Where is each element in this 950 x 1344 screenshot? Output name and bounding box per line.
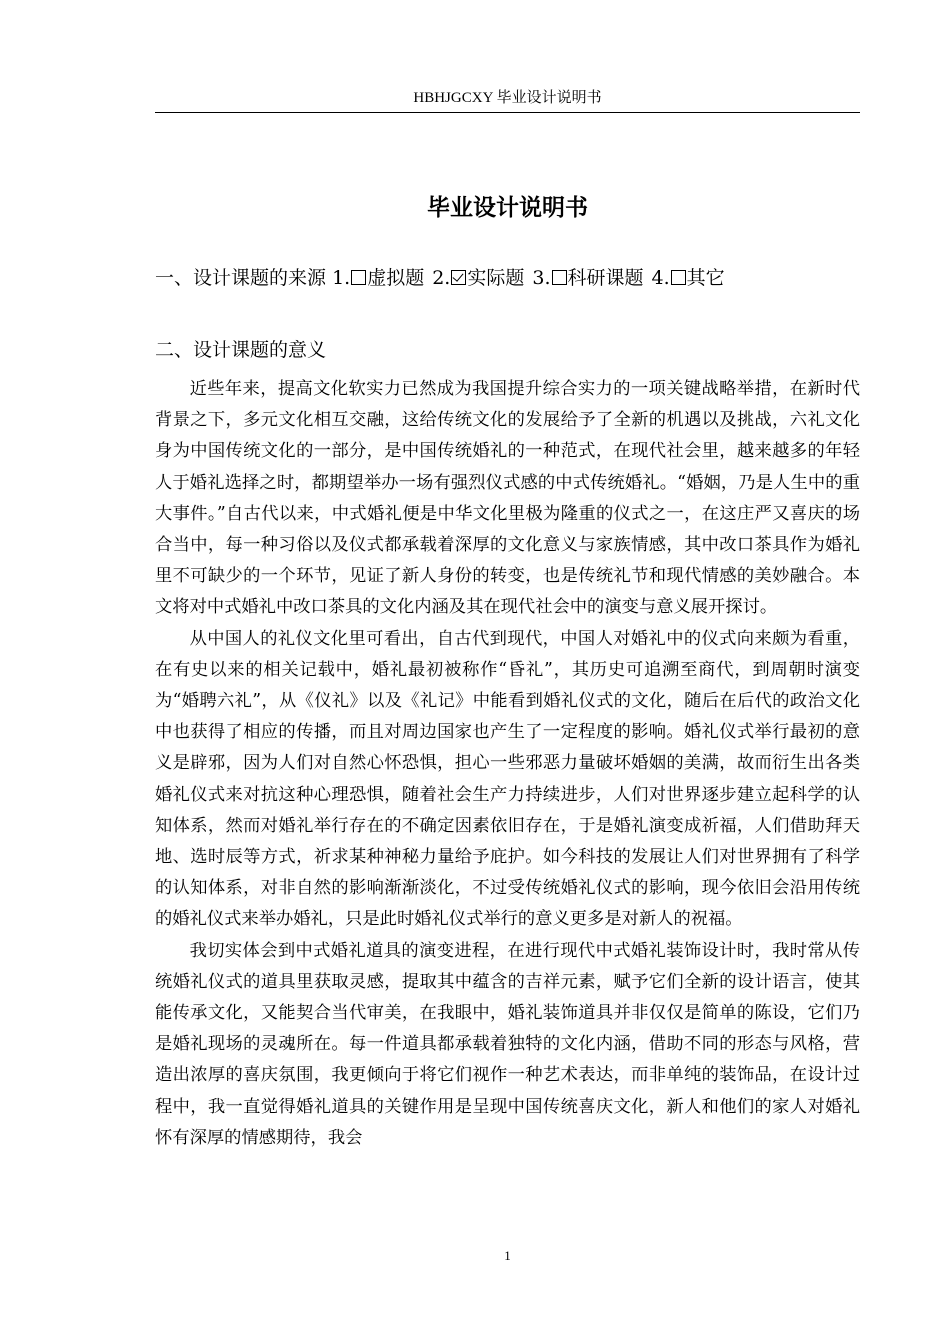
running-header: HBHJGCXY 毕业设计说明书 [413,90,602,106]
topic-source-options [332,267,733,289]
source-option-number: 4. [651,267,670,289]
source-option-label: 实际题 [467,267,525,289]
topic-source-heading: 一、设计课题的来源 [155,267,327,289]
significance-heading: 二、设计课题的意义 [155,339,327,361]
paragraph-3: 我切实体会到中式婚礼道具的演变进程，在进行现代中式婚礼装饰设计时，我时常从传统婚礼仪式的道具里获取灵感，提取其中蕴含的吉祥元素，赋予它们全新的设计语言，使其能传承文化，又能契合当代审美，在我眼中，婚礼装饰道具并非仅仅是简单的陈设，它们乃是婚礼现场的灵魂所在。每一件道具都承载着独特的文化内涵，借助不同的形态与风格，营造出浓厚的喜庆氛围，我更倾向于将它们视作一种艺术表达，而非单纯的装饰品，在设计过程中，我一直觉得婚礼道具的关键作用是呈现中国传统喜庆文化，新人和他们的家人对婚礼怀有深厚的情感期待，我会 [155,940,860,1148]
source-option-number: 3. [532,267,551,289]
source-option-2 [432,267,524,289]
source-option-1 [332,267,424,289]
checked-box-icon [451,270,466,285]
source-option-label: 科研课题 [567,267,644,289]
unchecked-box-icon [351,270,366,285]
topic-source-line [155,262,860,294]
document-title: 毕业设计说明书 [427,195,588,221]
unchecked-box-icon [552,270,567,285]
source-option-label: 虚拟题 [367,267,425,289]
significance-body [155,374,860,1154]
header-rule [155,112,860,113]
paragraph-1: 近些年来，提高文化软实力已然成为我国提升综合实力的一项关键战略举措，在新时代背景之下，多元文化相互交融，这给传统文化的发展给予了全新的机遇以及挑战，六礼文化身为中国传统文化的一部分，是中国传统婚礼的一种范式，在现代社会里，越来越多的年轻人于婚礼选择之时，都期望举办一场有强烈仪式感的中式传统婚礼。“婚姻，乃是人生中的重大事件。”自古代以来，中式婚礼便是中华文化里极为隆重的仪式之一，在这庄严又喜庆的场合当中，每一种习俗以及仪式都承载着深厚的文化意义与家族情感，其中改口茶具作为婚礼里不可缺少的一个环节，见证了新人身份的转变，也是传统礼节和现代情感的美妙融合。本文将对中式婚礼中改口茶具的文化内涵及其在现代社会中的演变与意义展开探讨。 [155,379,860,618]
source-option-label: 其它 [686,267,725,289]
unchecked-box-icon [671,270,686,285]
paragraph-2: 从中国人的礼仪文化里可看出，自古代到现代，中国人对婚礼中的仪式向来颇为看重，在有史以来的相关记载中，婚礼最初被称作“昏礼”，其历史可追溯至商代，到周朝时演变为“婚聘六礼”，从《仪礼》以及《礼记》中能看到婚礼仪式的文化，随后在后代的政治文化中也获得了相应的传播，而且对周边国家也产生了一定程度的影响。婚礼仪式举行最初的意义是辟邪，因为人们对自然心怀恐惧，担心一些邪恶力量破坏婚姻的美满，故而衍生出各类婚礼仪式来对抗这种心理恐惧，随着社会生产力持续进步，人们对世界逐步建立起科学的认知体系，然而对婚礼举行存在的不确定因素依旧存在，于是婚礼演变成祈福，人们借助拜天地、选时辰等方式，祈求某种神秘力量给予庇护。如今科技的发展让人们对世界拥有了科学的认知体系，对非自然的影响渐渐淡化，不过受传统婚礼仪式的影响，现今依旧会沿用传统的婚礼仪式来举办婚礼，只是此时婚礼仪式举行的意义更多是对新人的祝福。 [155,628,860,930]
source-option-3 [532,267,643,289]
source-option-number: 2. [432,267,451,289]
page-number: 1 [504,1248,511,1263]
source-option-4 [652,267,725,289]
source-option-number: 1. [332,267,351,289]
